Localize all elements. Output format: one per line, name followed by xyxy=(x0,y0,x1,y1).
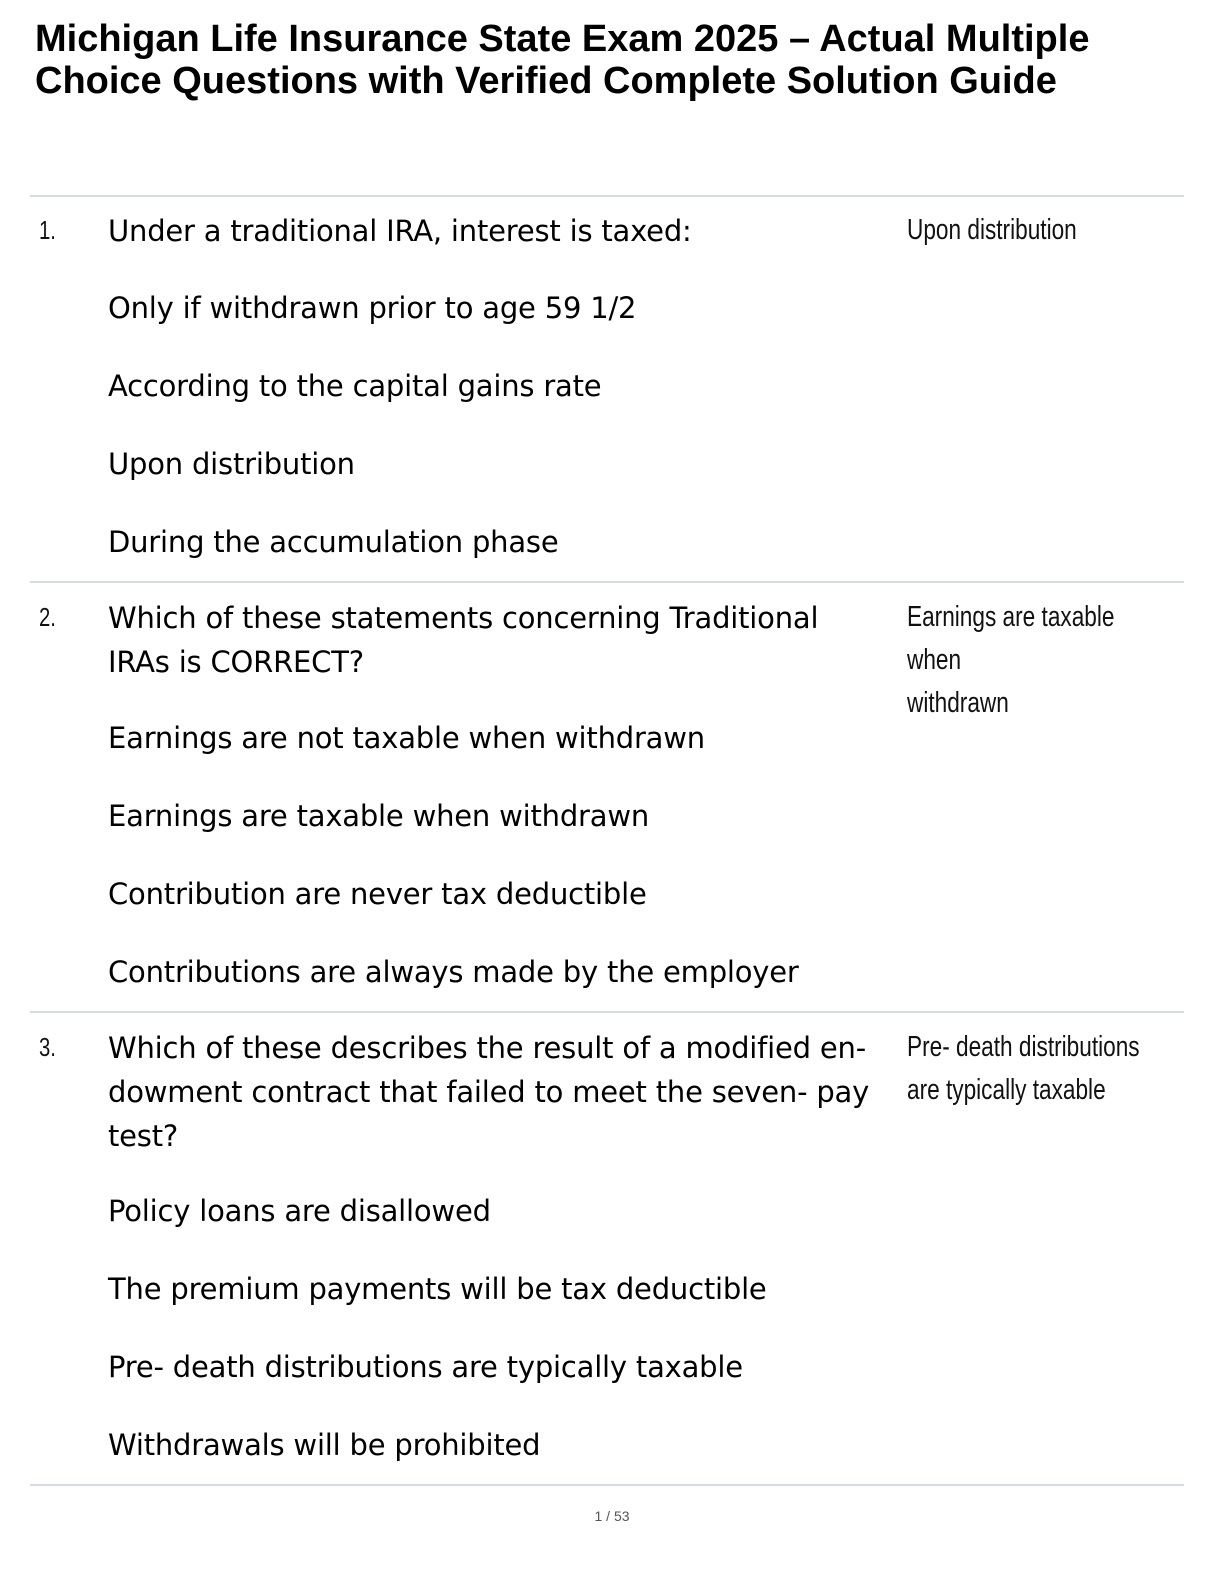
divider xyxy=(30,195,1184,197)
answer-text-line: Pre- death distributions xyxy=(907,1031,1140,1063)
answer-text xyxy=(907,1026,1164,1112)
question-text-line: Which of these statements concerning Traditional xyxy=(108,601,819,635)
answer-text: Upon distribution xyxy=(907,214,1077,246)
document-title xyxy=(35,18,1195,102)
question-text: Under a traditional IRA, interest is taxed: xyxy=(108,214,692,248)
question-number: 1. xyxy=(39,215,56,245)
option-item: Earnings are not taxable when withdrawn xyxy=(108,721,705,755)
divider xyxy=(30,1011,1184,1013)
title-line-1: Michigan Life Insurance State Exam 2025 – Actual Multiple xyxy=(35,18,1090,60)
question-text-line: test? xyxy=(108,1119,179,1153)
title-line-2: Choice Questions with Verified Complete Solution Guide xyxy=(35,60,1057,102)
option-item: Earnings are taxable when withdrawn xyxy=(108,799,650,833)
question-text xyxy=(108,1026,898,1158)
option-item: Only if withdrawn prior to age 59 1/2 xyxy=(108,291,637,325)
option-item: Policy loans are disallowed xyxy=(108,1194,491,1228)
question-number: 3. xyxy=(39,1032,56,1062)
option-item: Contributions are always made by the employer xyxy=(108,955,799,989)
question-text-line: Which of these describes the result of a modified en- xyxy=(108,1031,866,1065)
question-text-line: dowment contract that failed to meet the seven- pay xyxy=(108,1075,870,1109)
option-item: Withdrawals will be prohibited xyxy=(108,1428,541,1462)
question-text xyxy=(108,596,898,684)
answer-text-line: Earnings are taxable when xyxy=(907,601,1115,676)
answer-text-line: withdrawn xyxy=(907,687,1009,719)
divider xyxy=(30,581,1184,583)
question-text-line: IRAs is CORRECT? xyxy=(108,645,364,679)
page-indicator: 1 / 53 xyxy=(594,1508,630,1524)
option-item: Contribution are never tax deductible xyxy=(108,877,647,911)
answer-text-line: are typically taxable xyxy=(907,1074,1106,1106)
option-item: Upon distribution xyxy=(108,447,355,481)
option-item: During the accumulation phase xyxy=(108,525,559,559)
answer-text xyxy=(907,596,1164,725)
option-item: The premium payments will be tax deductible xyxy=(108,1272,767,1306)
question-number: 2. xyxy=(39,602,56,632)
option-item: According to the capital gains rate xyxy=(108,369,602,403)
option-item: Pre- death distributions are typically taxable xyxy=(108,1350,743,1384)
divider xyxy=(30,1484,1184,1486)
